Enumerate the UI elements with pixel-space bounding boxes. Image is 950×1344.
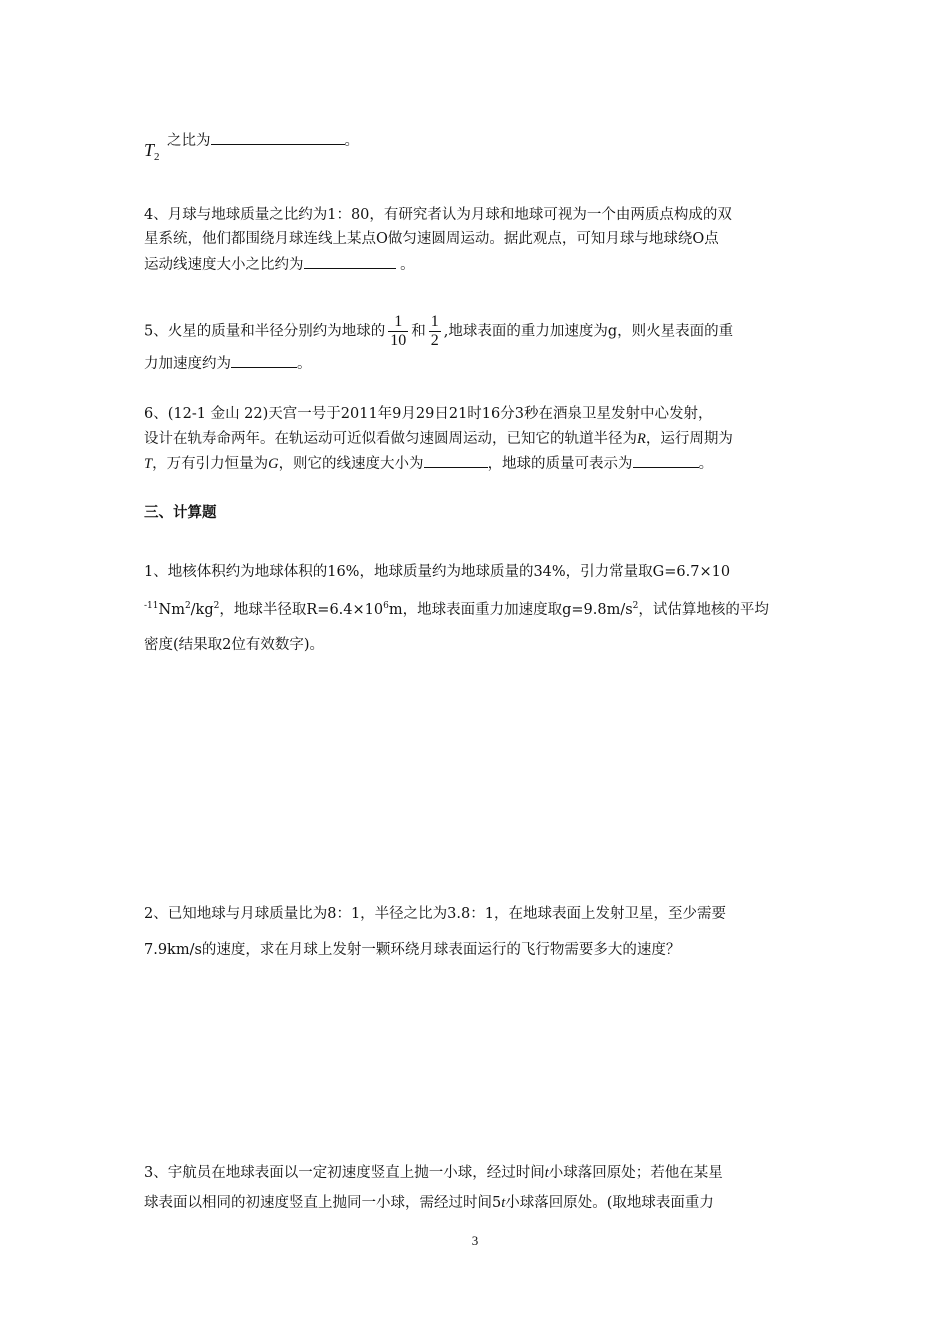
page-number: 3 [471,1233,479,1248]
answer-blank [633,453,699,468]
c2-line-2: 7.9km/s的速度，求在月球上发射一颗环绕月球表面运行的飞行物需要多大的速度？ [144,942,681,958]
fraction-one-tenth: $\frac{1}{10}$ [390,313,407,349]
answer-blank [424,453,488,468]
c3-line-2: 球表面以相同的初速度竖直上抛同一小球，需经过时间5t小球落回原处。(取地球表面重力 [144,1195,714,1211]
q5-line-2: 力加速度约为 。 [144,353,312,374]
q4-line-3: 运动线速度大小之比约为 。 [144,254,415,275]
t2-symbol: $T_2$ [144,140,160,163]
fraction-one-half: $\frac{1}{2}$ [430,313,439,349]
section-heading: 三、计算题 [144,504,217,521]
q3-tail-line: 之比为 。 [167,130,359,151]
answer-blank [231,353,297,368]
q6-line-3: T，万有引力恒量为G，则它的线速度大小为 ，地球的质量可表示为 。 [144,453,713,474]
c3-line-1: 3、宇航员在地球表面以一定初速度竖直上抛一小球，经过时间t小球落回原处；若他在某星 [144,1165,723,1181]
q4-line-1: 4、月球与地球质量之比约为1：80，有研究者认为月球和地球可视为一个由两质点构成的双 [144,207,732,223]
c1-line-1: 1、地核体积约为地球体积的16%，地球质量约为地球质量的34%，引力常量取G=6.7×10 [144,564,731,580]
answer-blank [211,130,345,145]
q6-line-2: 设计在轨寿命两年。在轨运动可近似看做匀速圆周运动，已知它的轨道半径为R，运行周期为 [144,431,733,447]
q4-line-2: 星系统，他们都围绕月球连线上某点O做匀速圆周运动。据此观点，可知月球与地球绕O点 [144,231,719,247]
c2-line-1: 2、已知地球与月球质量比为8：1，半径之比为3.8：1，在地球表面上发射卫星，至少需要 [144,906,726,922]
q5-line-1: 5、火星的质量和半径分别约为地球的 $\frac{1}{10}$ 和 $\frac{1}{2}$ ,地球表面的重力加速度为g，则火星表面的重 [144,313,734,349]
c1-line-3: 密度(结果取2位有效数字)。 [144,637,325,653]
q6-line-1: 6、(12-1 金山 22)天宫一号于2011年9月29日21时16分3秒在酒泉卫星发射中心发射， [144,406,713,422]
answer-blank [304,254,396,269]
c1-line-2: $^{-11}Nm^2/kg^2$，地球半径取$R=6.4\times 10^6m$，地球表面重力加速度取$g=9.8m/s^2$，试估算地核的平均 [144,601,769,618]
